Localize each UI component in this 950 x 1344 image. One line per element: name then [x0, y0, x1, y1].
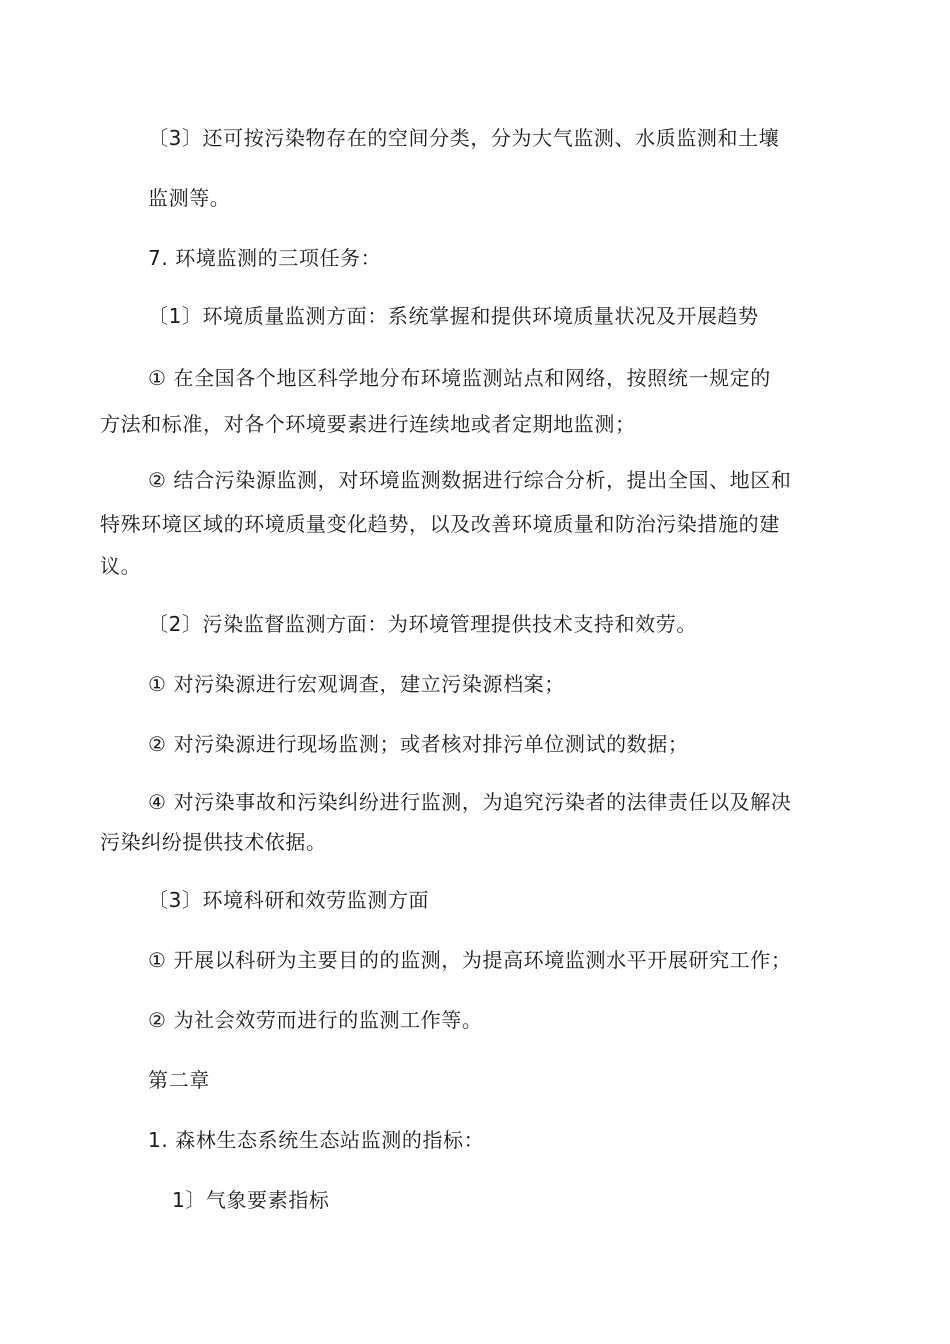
paragraph-line: 〔3〕还可按污染物存在的空间分类，分为大气监测、水质监测和土壤 [148, 126, 780, 150]
list-item-line: ① 对污染源进行宏观调查，建立污染源档案； [148, 672, 565, 696]
section-heading: 7. 环境监测的三项任务： [148, 246, 382, 270]
list-item-line: ② 对污染源进行现场监测；或者核对排污单位测试的数据； [148, 732, 689, 756]
list-item-line: ② 结合污染源监测，对环境监测数据进行综合分析，提出全国、地区和 [148, 468, 792, 492]
list-item-line: ④ 对污染事故和污染纠纷进行监测，为追究污染者的法律责任以及解决 [148, 790, 792, 814]
subsection-heading: 〔1〕环境质量监测方面：系统掌握和提供环境质量状况及开展趋势 [148, 304, 759, 328]
paragraph-line: 监测等。 [148, 186, 231, 210]
subsection-heading: 1〕气象要素指标 [172, 1188, 330, 1212]
list-item-line: 方法和标准，对各个环境要素进行连续地或者定期地监测； [100, 412, 636, 436]
chapter-heading: 第二章 [148, 1068, 210, 1092]
list-item-line: ① 开展以科研为主要目的的监测，为提高环境监测水平开展研究工作； [148, 948, 792, 972]
list-item-line: ① 在全国各个地区科学地分布环境监测站点和网络，按照统一规定的 [148, 366, 771, 390]
subsection-heading: 〔2〕污染监督监测方面：为环境管理提供技术支持和效劳。 [148, 612, 697, 636]
section-heading: 1. 森林生态系统生态站监测的指标： [148, 1128, 485, 1152]
list-item-line: ② 为社会效劳而进行的监测工作等。 [148, 1008, 483, 1032]
list-item-line: 议。 [100, 554, 142, 578]
list-item-line: 特殊环境区域的环境质量变化趋势，以及改善环境质量和防治污染措施的建 [100, 512, 780, 536]
subsection-heading: 〔3〕环境科研和效劳监测方面 [148, 888, 430, 912]
list-item-line: 污染纠纷提供技术依据。 [100, 830, 327, 854]
